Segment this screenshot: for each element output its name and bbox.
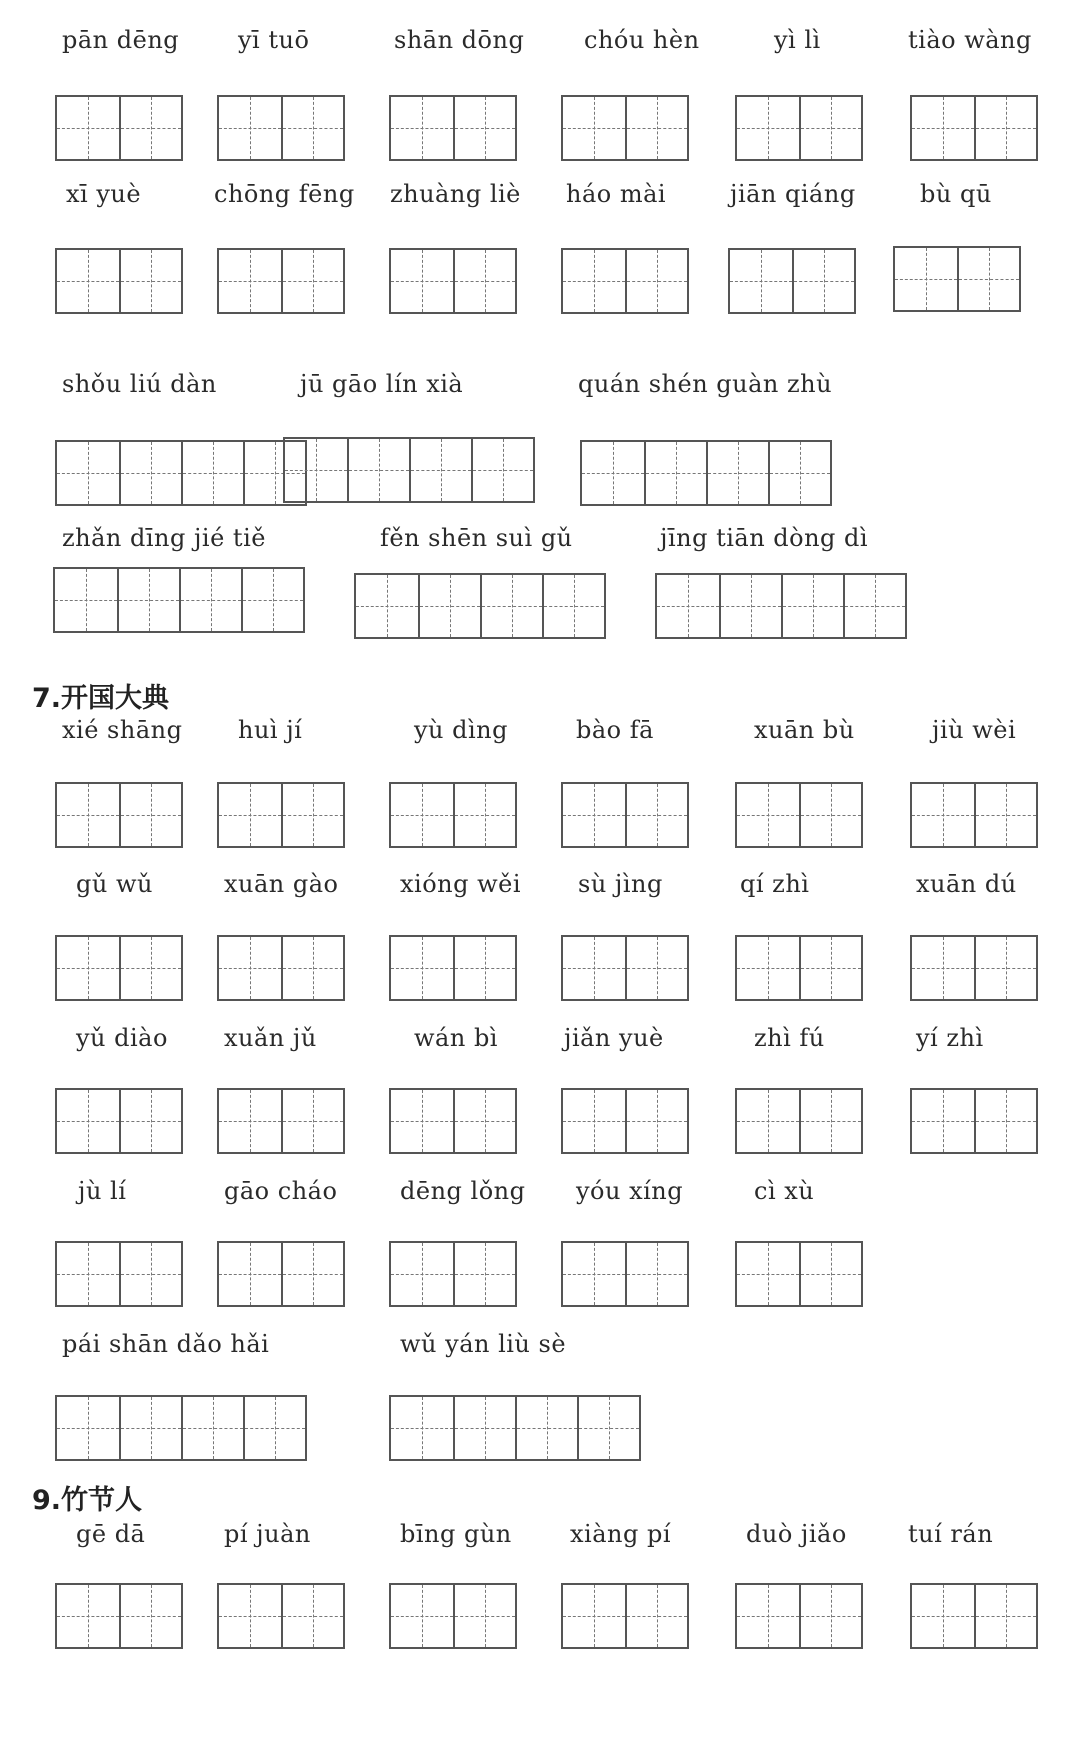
writing-grid[interactable] (283, 437, 535, 503)
writing-cell[interactable] (57, 250, 119, 312)
writing-cell[interactable] (625, 250, 687, 312)
writing-cell[interactable] (563, 250, 625, 312)
pinyin-word: bù qū (920, 180, 992, 208)
writing-cell[interactable] (730, 250, 792, 312)
writing-cell[interactable] (625, 937, 687, 999)
writing-cell[interactable] (737, 1090, 799, 1152)
writing-cell[interactable] (719, 575, 781, 637)
pinyin-word: qí zhì (740, 870, 810, 898)
pinyin-word: cì xù (754, 1177, 815, 1205)
writing-cell[interactable] (737, 1243, 799, 1305)
writing-cell[interactable] (281, 97, 343, 159)
pinyin-word: tiào wàng (908, 26, 1032, 54)
pinyin-word: zhǎn dīng jié tiě (62, 524, 266, 552)
writing-cell[interactable] (625, 1090, 687, 1152)
writing-grid[interactable] (735, 1241, 863, 1307)
writing-grid[interactable] (55, 1241, 183, 1307)
writing-cell[interactable] (799, 1243, 861, 1305)
pinyin-word: chóu hèn (584, 26, 700, 54)
writing-cell[interactable] (391, 784, 453, 846)
pinyin-word: gāo cháo (224, 1177, 338, 1205)
writing-cell[interactable] (391, 1585, 453, 1647)
writing-cell[interactable] (57, 97, 119, 159)
pinyin-word: fěn shēn suì gǔ (380, 524, 573, 552)
writing-grid[interactable] (389, 248, 517, 314)
writing-cell[interactable] (409, 439, 471, 501)
writing-grid[interactable] (735, 782, 863, 848)
writing-cell[interactable] (563, 784, 625, 846)
pinyin-word: tuí rán (908, 1520, 994, 1548)
pinyin-word: xiàng pí (570, 1520, 672, 1548)
writing-cell[interactable] (391, 1243, 453, 1305)
writing-grid[interactable] (910, 1583, 1038, 1649)
writing-cell[interactable] (453, 937, 515, 999)
writing-grid[interactable] (55, 1395, 307, 1461)
writing-grid[interactable] (655, 573, 907, 639)
writing-cell[interactable] (515, 1397, 577, 1459)
writing-grid[interactable] (354, 573, 606, 639)
writing-cell[interactable] (281, 1090, 343, 1152)
writing-cell[interactable] (243, 1397, 305, 1459)
writing-cell[interactable] (219, 1243, 281, 1305)
writing-cell[interactable] (241, 569, 303, 631)
writing-cell[interactable] (391, 937, 453, 999)
pinyin-word: bào fā (576, 716, 654, 744)
writing-cell[interactable] (57, 442, 119, 504)
writing-cell[interactable] (57, 1090, 119, 1152)
writing-grid[interactable] (217, 1583, 345, 1649)
writing-cell[interactable] (737, 1585, 799, 1647)
writing-cell[interactable] (181, 1397, 243, 1459)
writing-cell[interactable] (119, 937, 181, 999)
writing-grid[interactable] (217, 1241, 345, 1307)
writing-cell[interactable] (625, 784, 687, 846)
writing-cell[interactable] (563, 937, 625, 999)
pinyin-word: xuān bù (754, 716, 855, 744)
pinyin-word: pí juàn (224, 1520, 311, 1548)
writing-cell[interactable] (563, 97, 625, 159)
writing-grid[interactable] (217, 248, 345, 314)
writing-cell[interactable] (119, 1090, 181, 1152)
writing-cell[interactable] (974, 784, 1036, 846)
writing-cell[interactable] (843, 575, 905, 637)
writing-grid[interactable] (389, 782, 517, 848)
writing-cell[interactable] (799, 937, 861, 999)
writing-grid[interactable] (910, 782, 1038, 848)
writing-cell[interactable] (974, 1585, 1036, 1647)
writing-grid[interactable] (561, 1583, 689, 1649)
pinyin-word: zhì fú (754, 1024, 825, 1052)
pinyin-word: xī yuè (66, 180, 142, 208)
pinyin-word: yī tuō (238, 26, 310, 54)
pinyin-word: pān dēng (62, 26, 180, 54)
pinyin-word: yóu xíng (576, 1177, 684, 1205)
pinyin-word: gē dā (76, 1520, 146, 1548)
writing-grid[interactable] (561, 782, 689, 848)
writing-cell[interactable] (781, 575, 843, 637)
writing-cell[interactable] (480, 575, 542, 637)
pinyin-word: jiǎn yuè (564, 1024, 664, 1052)
writing-cell[interactable] (281, 937, 343, 999)
writing-grid[interactable] (217, 935, 345, 1001)
pinyin-word: xuān dú (916, 870, 1017, 898)
writing-grid[interactable] (561, 1088, 689, 1154)
writing-grid[interactable] (55, 248, 183, 314)
writing-cell[interactable] (737, 97, 799, 159)
writing-cell[interactable] (453, 1090, 515, 1152)
lesson-heading: 7.开国大典 (32, 683, 170, 714)
writing-cell[interactable] (391, 1397, 453, 1459)
writing-grid[interactable] (561, 95, 689, 161)
writing-cell[interactable] (625, 1585, 687, 1647)
pinyin-word: wǔ yán liù sè (400, 1330, 567, 1358)
pinyin-word: jiān qiáng (730, 180, 856, 208)
writing-grid[interactable] (217, 95, 345, 161)
writing-cell[interactable] (799, 784, 861, 846)
writing-grid[interactable] (561, 1241, 689, 1307)
pinyin-word: xié shāng (62, 716, 183, 744)
pinyin-word: xióng wěi (400, 870, 522, 898)
pinyin-word: jū gāo lín xià (300, 370, 464, 398)
pinyin-word: pái shān dǎo hǎi (62, 1330, 270, 1358)
writing-cell[interactable] (219, 937, 281, 999)
writing-grid[interactable] (910, 1088, 1038, 1154)
writing-cell[interactable] (912, 784, 974, 846)
writing-cell[interactable] (895, 248, 957, 310)
lesson-heading: 9.竹节人 (32, 1485, 143, 1516)
writing-grid[interactable] (389, 935, 517, 1001)
writing-cell[interactable] (119, 97, 181, 159)
writing-cell[interactable] (119, 250, 181, 312)
writing-cell[interactable] (181, 442, 243, 504)
writing-cell[interactable] (57, 1243, 119, 1305)
writing-grid[interactable] (389, 95, 517, 161)
writing-cell[interactable] (285, 439, 347, 501)
pinyin-word: yǔ diào (76, 1024, 168, 1052)
writing-cell[interactable] (644, 442, 706, 504)
writing-grid[interactable] (217, 1088, 345, 1154)
writing-cell[interactable] (119, 442, 181, 504)
writing-cell[interactable] (625, 97, 687, 159)
writing-cell[interactable] (281, 250, 343, 312)
pinyin-word: huì jí (238, 716, 303, 744)
writing-cell[interactable] (57, 1397, 119, 1459)
writing-grid[interactable] (53, 567, 305, 633)
writing-grid[interactable] (735, 935, 863, 1001)
writing-cell[interactable] (563, 1243, 625, 1305)
writing-grid[interactable] (893, 246, 1021, 312)
pinyin-word: yí zhì (916, 1024, 984, 1052)
writing-cell[interactable] (119, 1243, 181, 1305)
writing-cell[interactable] (768, 442, 830, 504)
writing-cell[interactable] (625, 1243, 687, 1305)
writing-grid[interactable] (55, 1088, 183, 1154)
writing-grid[interactable] (55, 782, 183, 848)
writing-cell[interactable] (912, 1090, 974, 1152)
writing-grid[interactable] (561, 935, 689, 1001)
writing-cell[interactable] (957, 248, 1019, 310)
writing-grid[interactable] (55, 440, 307, 506)
writing-cell[interactable] (219, 1585, 281, 1647)
pinyin-word: xuān gào (224, 870, 339, 898)
writing-cell[interactable] (799, 1090, 861, 1152)
writing-cell[interactable] (799, 97, 861, 159)
writing-cell[interactable] (912, 1585, 974, 1647)
writing-cell[interactable] (453, 97, 515, 159)
writing-cell[interactable] (391, 1090, 453, 1152)
writing-cell[interactable] (706, 442, 768, 504)
writing-cell[interactable] (912, 97, 974, 159)
writing-cell[interactable] (453, 784, 515, 846)
writing-cell[interactable] (453, 1243, 515, 1305)
writing-cell[interactable] (55, 569, 117, 631)
writing-cell[interactable] (657, 575, 719, 637)
writing-cell[interactable] (119, 784, 181, 846)
writing-grid[interactable] (217, 782, 345, 848)
pinyin-word: sù jìng (578, 870, 663, 898)
writing-cell[interactable] (119, 1397, 181, 1459)
writing-grid[interactable] (55, 1583, 183, 1649)
pinyin-word: shān dōng (394, 26, 525, 54)
writing-cell[interactable] (179, 569, 241, 631)
writing-grid[interactable] (55, 935, 183, 1001)
writing-cell[interactable] (453, 250, 515, 312)
writing-cell[interactable] (974, 937, 1036, 999)
writing-grid[interactable] (910, 935, 1038, 1001)
writing-cell[interactable] (356, 575, 418, 637)
pinyin-word: dēng lǒng (400, 1177, 526, 1205)
writing-cell[interactable] (219, 784, 281, 846)
writing-cell[interactable] (57, 937, 119, 999)
writing-cell[interactable] (577, 1397, 639, 1459)
pinyin-word: jiù wèi (932, 716, 1017, 744)
pinyin-word: yì lì (774, 26, 821, 54)
writing-cell[interactable] (792, 250, 854, 312)
writing-cell[interactable] (219, 1090, 281, 1152)
pinyin-word: xuǎn jǔ (224, 1024, 317, 1052)
writing-grid[interactable] (735, 1088, 863, 1154)
writing-cell[interactable] (453, 1397, 515, 1459)
pinyin-word: háo mài (566, 180, 667, 208)
writing-cell[interactable] (391, 250, 453, 312)
writing-grid[interactable] (561, 248, 689, 314)
pinyin-word: yù dìng (414, 716, 509, 744)
writing-cell[interactable] (219, 250, 281, 312)
writing-cell[interactable] (542, 575, 604, 637)
writing-cell[interactable] (57, 1585, 119, 1647)
writing-cell[interactable] (582, 442, 644, 504)
writing-cell[interactable] (453, 1585, 515, 1647)
writing-cell[interactable] (912, 937, 974, 999)
writing-cell[interactable] (219, 97, 281, 159)
writing-cell[interactable] (117, 569, 179, 631)
writing-cell[interactable] (737, 784, 799, 846)
writing-cell[interactable] (119, 1585, 181, 1647)
writing-cell[interactable] (974, 97, 1036, 159)
writing-cell[interactable] (737, 937, 799, 999)
writing-cell[interactable] (281, 1243, 343, 1305)
pinyin-word: gǔ wǔ (76, 870, 153, 898)
writing-grid[interactable] (389, 1395, 641, 1461)
pinyin-word: zhuàng liè (390, 180, 521, 208)
writing-cell[interactable] (974, 1090, 1036, 1152)
writing-cell[interactable] (57, 784, 119, 846)
writing-grid[interactable] (735, 1583, 863, 1649)
pinyin-word: wán bì (414, 1024, 498, 1052)
pinyin-word: duò jiǎo (746, 1520, 847, 1548)
writing-grid[interactable] (910, 95, 1038, 161)
writing-cell[interactable] (799, 1585, 861, 1647)
writing-cell[interactable] (281, 784, 343, 846)
pinyin-word: jù lí (78, 1177, 127, 1205)
pinyin-word: quán shén guàn zhù (578, 370, 833, 398)
writing-cell[interactable] (281, 1585, 343, 1647)
writing-cell[interactable] (471, 439, 533, 501)
writing-cell[interactable] (347, 439, 409, 501)
writing-cell[interactable] (563, 1090, 625, 1152)
writing-grid[interactable] (389, 1583, 517, 1649)
writing-cell[interactable] (391, 97, 453, 159)
pinyin-word: bīng gùn (400, 1520, 512, 1548)
writing-cell[interactable] (563, 1585, 625, 1647)
pinyin-word: chōng fēng (214, 180, 355, 208)
writing-grid[interactable] (389, 1088, 517, 1154)
writing-grid[interactable] (728, 248, 856, 314)
writing-cell[interactable] (418, 575, 480, 637)
writing-grid[interactable] (55, 95, 183, 161)
writing-grid[interactable] (389, 1241, 517, 1307)
pinyin-word: shǒu liú dàn (62, 370, 217, 398)
writing-grid[interactable] (580, 440, 832, 506)
writing-grid[interactable] (735, 95, 863, 161)
pinyin-word: jīng tiān dòng dì (660, 524, 869, 552)
